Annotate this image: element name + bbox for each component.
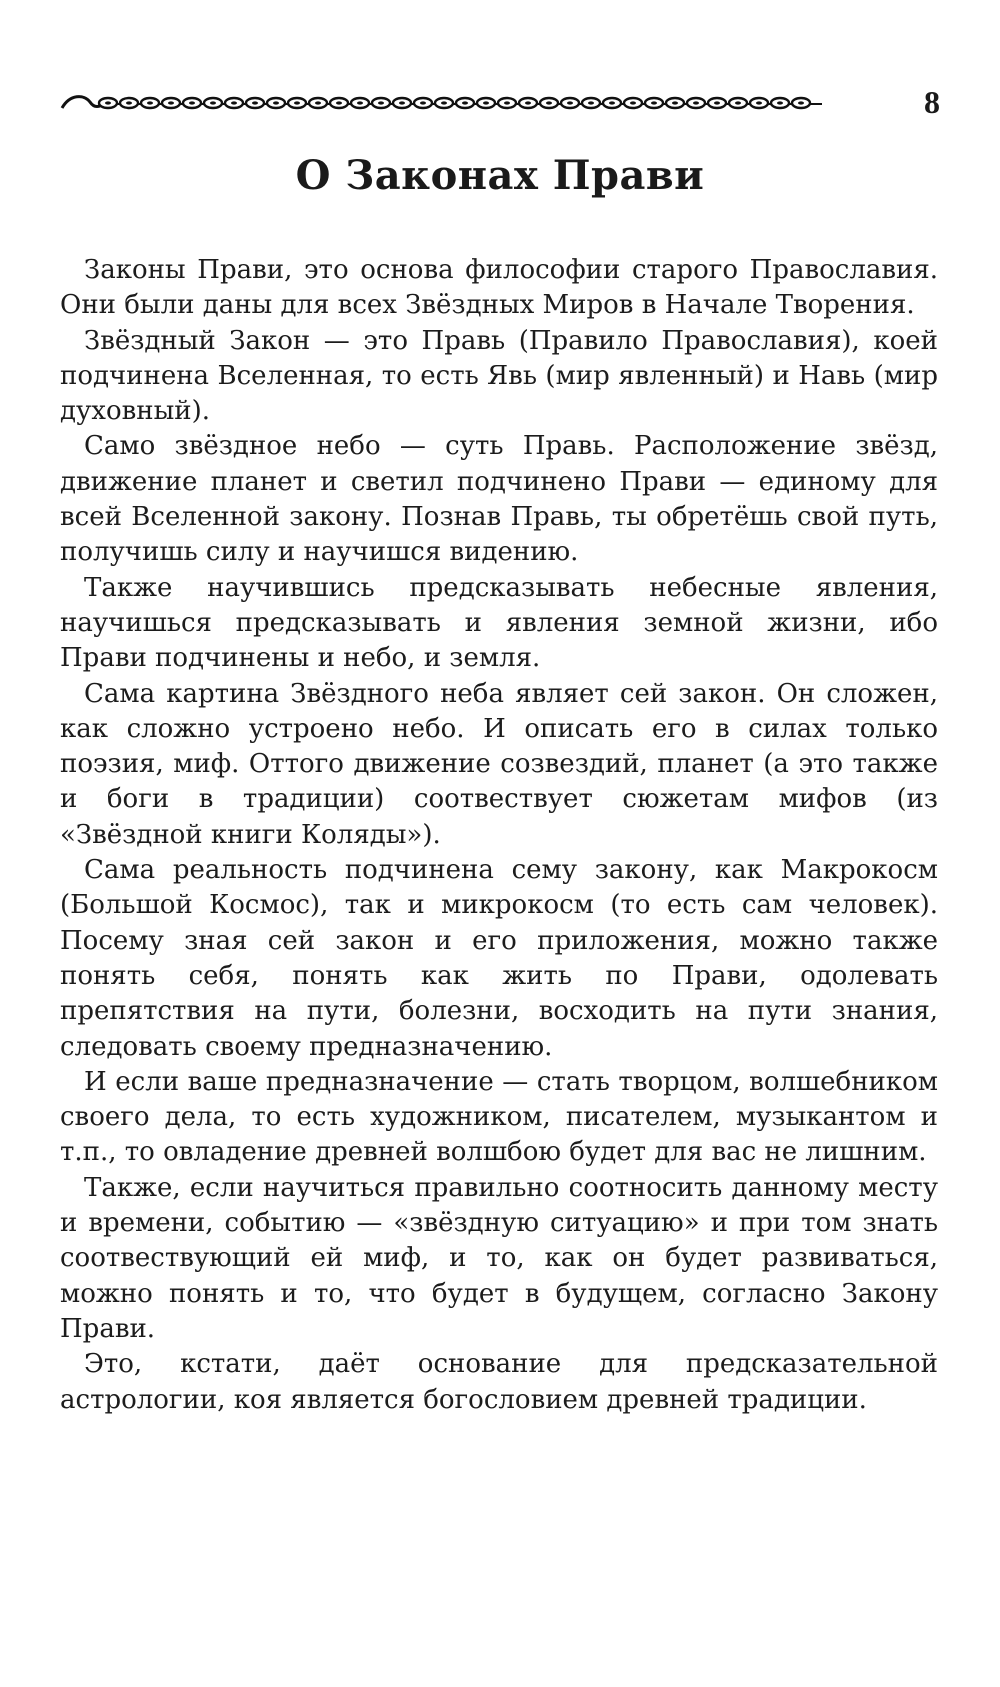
paragraph: Законы Прави, это основа философии старого Православия. Они были даны для всех Звёздных Миров в Начале Творения. — [60, 255, 938, 321]
paragraph: Сама картина Звёздного неба являет сей закон. Он сложен, как сложно устроено небо. И описать его в силах только поэзия, миф. Оттого движение созвездий, планет (а это также и боги в традиции) соотвествует сюжетам мифов (из «Звёздной книги Коляды»). — [60, 678, 938, 850]
paragraph: И если ваше предназначение — стать творцом, волшебником своего дела, то есть художником, писателем, музыкантом и т.п., то овладение древней волшбою будет для вас не лишним. — [60, 1066, 938, 1168]
paragraph: Сама реальность подчинена сему закону, как Макрокосм (Большой Космос), так и микрокосм (то есть сам человек). Посему зная сей закон и его приложения, можно также понять себя, понять как жить по Прави, одолевать препятствия на пути, болезни, восходить на пути знания, следовать своему предназначению. — [60, 855, 938, 1062]
paragraph: Само звёздное небо — суть Правь. Расположение звёзд, движение планет и светил подчинено Прави — единому для всей Вселенной закону. Познав Правь, ты обретёшь свой путь, получишь силу и научишся видению. — [60, 431, 938, 568]
paragraph: Звёздный Закон — это Правь (Правило Православия), коей подчинена Вселенная, то есть Явь (мир явленный) и Навь (мир духовный). — [60, 325, 938, 427]
paragraph: Также, если научиться правильно соотносить данному месту и времени, событию — «звёздную ситуацию» и при том знать соотвествующий ей миф, и то, как он будет развиваться, можно понять и то, что будет в будущем, согласно Закону Прави. — [60, 1172, 938, 1344]
page-title: О Законах Прави — [295, 152, 705, 199]
page-header — [60, 82, 940, 122]
body-text — [60, 253, 938, 1418]
paragraph: Это, кстати, даёт основание для предсказательной астрологии, коя является богословием древней традиции. — [60, 1349, 938, 1415]
paragraph: Также научившись предсказывать небесные явления, научишься предсказывать и явления земной жизни, ибо Прави подчинены и небо, и земля. — [60, 572, 938, 674]
wave-ornament-icon — [60, 88, 830, 116]
page-number: 8 — [924, 84, 940, 120]
